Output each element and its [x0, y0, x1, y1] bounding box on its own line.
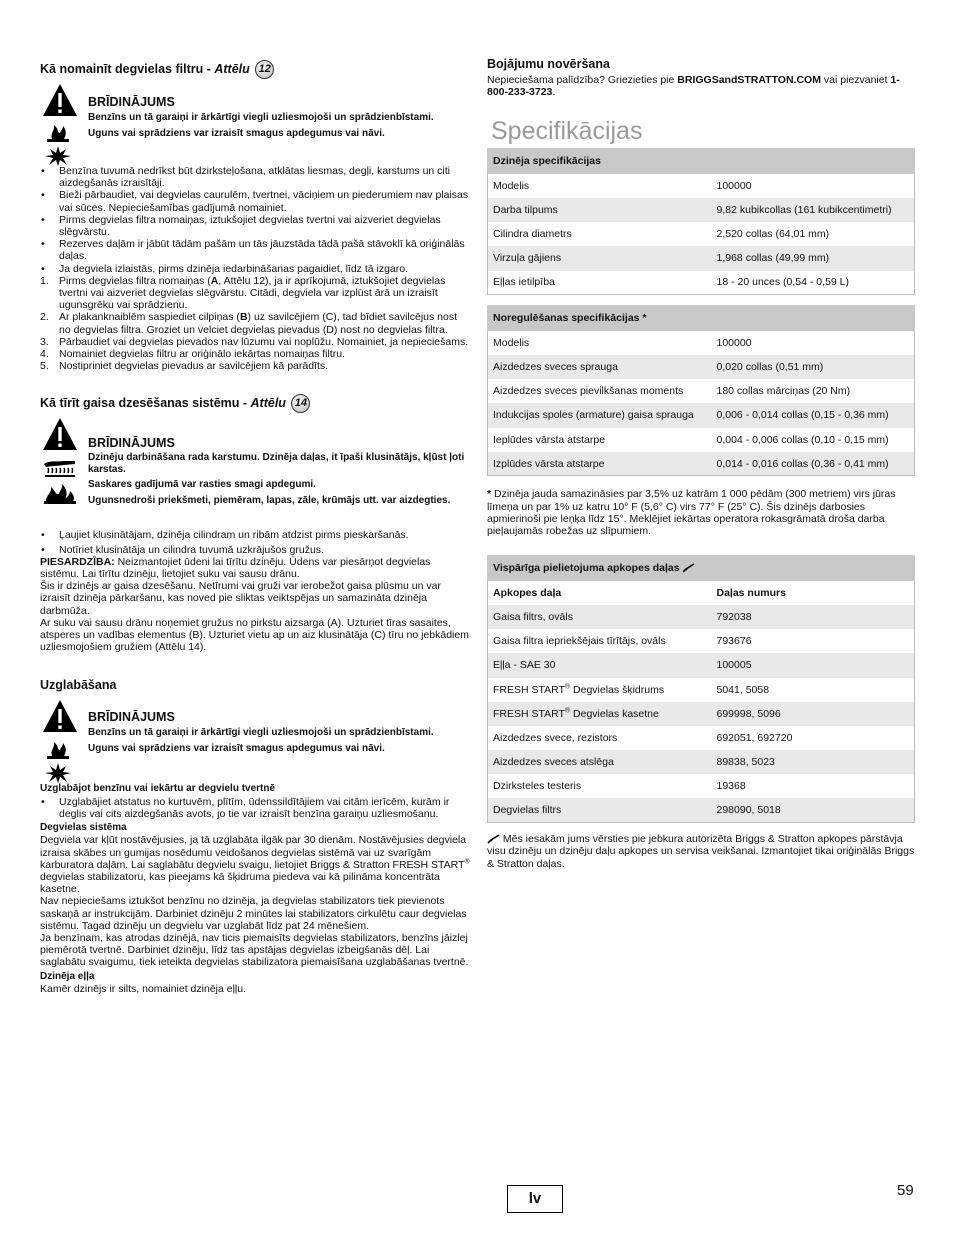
footnote: * Dzinēja jauda samazināsies par 3,5% uz katrām 1 000 pēdām (300 metriem) virs jūras līmeņa un par 1% uz katru 10° F (5,6° C) virs 77° F (25° C). Šis dzinējs darbosies apmierinoši pie leņķa līdz 15°. Meklējiet iekārtas operatora rokasgrāmatā droša darba pieļaujamās robežas uz slīpumiem.: [487, 488, 896, 538]
explosion-icon: [44, 762, 72, 784]
paragraph: Degviela var kļūt nostāvējusies, ja tā uzglabāta ilgāk par 30 dienām. Nostāvējusies degviela izraisa skābes un gumijas nosēdumu veidošanos degvielas sistēmā vai uz svarīgām karburatora daļām. Lai saglabātu degvielu svaigu, lietojiet Briggs & Stratton FRESH START® degvielas stabilizatoru, kas pieejams kā šķidruma piedeva vai kā pilināma koncentrāta kasetne.: [40, 834, 470, 896]
list-item: • Rezerves daļām ir jābūt tādām pašām un tās jāuzstāda tādā pašā stāvoklī kā oriģinālās daļas.: [40, 238, 470, 262]
table-row: Ieplūdes vārsta atstarpe 0,004 - 0,006 collas (0,10 - 0,15 mm): [488, 428, 915, 452]
list-item: 2. Ar plakanknaiblēm saspiediet cilpiņas (B) uz savilcējiem (C), tad bīdiet savilcējus nost no degvielas filtra. Groziet un velciet degvielas pievadus (D) nost no degvielas filtra.: [40, 311, 458, 336]
phone-number: 1-800-233-3723: [487, 74, 900, 99]
table-row: Aizdedzes sveces pievilkšanas moments 180 collas mārciņas (20 Nm): [488, 379, 915, 403]
paragraph: Šis ir dzinējs ar gaisa dzesēšanu. Netīrumi vai gruži var ierobežot gaisa plūsmu un var izraisīt dzinēja pārkaršanu, kas noved pie sliktas veiktspējas un samazināta dzinēja darbmūža.: [40, 580, 441, 617]
table-row: Aizdedzes sveces atslēga 89838, 5023: [488, 750, 915, 774]
paragraph: Ar suku vai sausu drānu noņemiet gružus no pirkstu aizsarga (A). Uzturiet tīras sasaites, atsperes un vadības elementus (B). Uzturiet vietu ap un aiz klusinātāja (C) tīru no jebkādiem uzliesmojošiem gružiem (Attēlu 14).: [40, 616, 469, 654]
paragraph: Ja benzīnam, kas atrodas dzinējā, nav ticis piemaisīts degvielas stabilizators, benzīns jāizlej piemērotā tvertnē. Darbiniet dzinēju, līdz tas apstājas degvielas izbeigšanās dēļ. Lai saglabātu svaigumu, tiek ieteikta degvielas stabilizatora piemaisīšana uzglabāšanas tvertnē.: [40, 931, 469, 969]
table-row: Degvielas filtrs 298090, 5018: [488, 798, 915, 822]
table-row: Darba tilpums 9,82 kubikcollas (161 kubikcentimetri): [488, 198, 915, 222]
table-row: Aizdedzes svece, rezistors 692051, 692720: [488, 726, 915, 750]
list-item: 3. Pārbaudiet vai degvielas pievados nav lūzumu vai noplūžu. Nomainiet, ja nepieciešams.: [40, 335, 469, 348]
list-item: 4. Nomainiet degvielas filtru ar oriģinālo iekārtas nomaiņas filtru.: [40, 348, 345, 361]
warning-triangle-icon: [42, 699, 78, 733]
table-row: FRESH START® Degvielas kasetne 699998, 5096: [488, 702, 915, 726]
table-row: Eļļas ietilpība 18 - 20 unces (0,54 - 0,59 L): [488, 271, 915, 295]
website-link[interactable]: BRIGGSandSTRATTON.COM: [677, 74, 821, 86]
language-badge: lv: [507, 1185, 563, 1213]
warning-text: Saskares gadījumā var rasties smagi apdegumi.: [88, 479, 316, 491]
bullet-list: [40, 529, 470, 555]
left-column: [40, 56, 470, 995]
tuneup-spec-table: [487, 305, 915, 476]
numbered-steps: [40, 275, 470, 373]
section-title-storage: Uzglabāšana: [40, 678, 117, 693]
table-header: Vispārīga pielietojuma apkopes daļas: [488, 556, 915, 581]
table-row: Eļļa - SAE 30 100005: [488, 653, 915, 677]
checkmark-icon: [682, 563, 695, 573]
warning-text: Uguns vai sprādziens var izraisīt smagus apdegumus vai nāvi.: [88, 127, 385, 139]
page-number: 59: [897, 1182, 914, 1199]
figure-badge: 12: [255, 60, 274, 79]
warning-title: BRĪDINĀJUMS: [88, 436, 175, 451]
table-row: Modelis 100000: [488, 174, 915, 198]
parts-note: Mēs iesakām jums vērsties pie jebkura autorizēta Briggs & Stratton apkopes pārstāvja visu dzinēju un dzinēju daļu apkopes un servisa veikšanai. Izmantojiet tikai oriģinālās Briggs & Stratton daļas.: [487, 833, 915, 870]
subheading: Uzglabājot benzīnu vai iekārtu ar degvielu tvertnē: [40, 783, 276, 795]
list-item: • Ļaujiet klusinātājam, dzinēja cilindram un ribām atdzist pirms pieskaršanās.: [40, 529, 470, 541]
explosion-icon: [44, 145, 72, 167]
table-row: Apkopes daļa Daļas numurs: [488, 581, 915, 605]
paragraph: Kamēr dzinējs ir silts, nomainiet dzinēja eļļu.: [40, 982, 247, 995]
checkmark-icon: [487, 834, 500, 844]
bullet-list: [40, 165, 470, 275]
table-row: Gaisa filtra iepriekšējais tīrītājs, ovāls 793676: [488, 629, 915, 653]
section-title-air-cooling: Kā tīrīt gaisa dzesēšanas sistēmu - Attēlu 14: [40, 394, 470, 413]
fire-icon: [42, 481, 78, 505]
figure-badge: 14: [291, 394, 310, 413]
table-row: Indukcijas spoles (armature) gaisa sprauga 0,006 - 0,014 collas (0,15 - 0,36 mm): [488, 403, 915, 427]
warning-triangle-icon: [42, 417, 78, 451]
help-text: Nepieciešama palīdzība? Griezieties pie BRIGGSandSTRATTON.COM vai piezvaniet 1-800-233-3723.: [487, 74, 900, 99]
warning-text: Ugunsnedroši priekšmeti, piemēram, lapas, zāle, krūmājs utt. var aizdegties.: [88, 494, 451, 506]
warning-triangle-icon: [42, 83, 78, 117]
hot-surface-icon: [42, 455, 78, 477]
warning-block-storage: [40, 699, 470, 783]
page-title: Specifikācijas: [491, 117, 643, 146]
list-item: • Benzīna tuvumā nedrīkst būt dzirksteļošana, atklātas liesmas, degļi, karstums un citi aizdegšanās izraisītāji.: [40, 165, 470, 189]
list-item: • Uzglabājiet atstatus no kurtuvēm, plītīm, ūdenssildītājiem vai citām ierīcēm, kurām ir deglis vai cits aizdegšanās avots, jo tie var izraisīt benzīna garaiņu uzliesmošanu.: [40, 796, 470, 820]
list-item: • Ja degviela izlaistās, pirms dzinēja iedarbināšanas pagaidiet, līdz tā izgaro.: [40, 263, 470, 275]
warning-text: Uguns vai sprādziens var izraisīt smagus apdegumus vai nāvi.: [88, 742, 385, 754]
list-item: • Notīriet klusinātāja un cilindra tuvumā uzkrājušos gružus.: [40, 544, 470, 556]
table-header: Noregulēšanas specifikācijas *: [488, 306, 915, 331]
service-parts-table: [487, 555, 915, 823]
right-column: [487, 56, 915, 870]
section-title-troubleshooting: Bojājumu novēršana: [487, 57, 610, 71]
table-row: Modelis 100000: [488, 331, 915, 355]
engine-spec-table: [487, 148, 915, 295]
fire-icon: [44, 738, 72, 760]
caution-note: PIESARDZĪBA: Neizmantojiet ūdeni lai tīrītu dzinēju. Ūdens var piesārņot degvielas sistēmu. Lai tīrītu dzinēju, lietojiet suku vai sausu drānu.: [40, 555, 431, 581]
table-row: Dzirksteles testeris 19368: [488, 774, 915, 798]
table-row: Aizdedzes sveces sprauga 0,020 collas (0,51 mm): [488, 355, 915, 379]
section-title-fuel-filter: Kā nomainīt degvielas filtru - Attēlu 12: [40, 60, 470, 79]
warning-block-air-cooling: [40, 417, 470, 529]
list-item: 5. Nostipriniet degvielas pievadus ar savilcējiem kā parādīts.: [40, 360, 329, 373]
table-row: FRESH START® Degvielas šķidrums 5041, 5058: [488, 678, 915, 702]
list-item: • Bieži pārbaudiet, vai degvielas caurulēm, tvertnei, vāciņiem un piederumiem nav plaisas vai sūces. Nepieciešamības gadījumā nomainiet.: [40, 189, 470, 213]
subheading: Dzinēja eļļa: [40, 970, 95, 982]
warning-title: BRĪDINĀJUMS: [88, 710, 175, 725]
warning-block-fuel-filter: [40, 83, 470, 165]
list-item: 1. Pirms degvielas filtra nomaiņas (A, Attēlu 12), ja ir aprīkojumā, iztukšojiet degvielas tvertni vai aizveriet degvielas slēgvārstu. Citādi, degviela var izplūst ārā un izraisīt ugunsgrēku vai sprādzienu.: [40, 274, 446, 312]
warning-title: BRĪDINĀJUMS: [88, 95, 175, 109]
warning-text: Benzīns un tā garaiņi ir ārkārtīgi viegli uzliesmojoši un sprādzienbīstami.: [88, 112, 434, 123]
table-header: Dzinēja specifikācijas: [488, 149, 915, 174]
fire-icon: [44, 121, 72, 143]
table-row: Gaisa filtrs, ovāls 792038: [488, 605, 915, 629]
subheading: Degvielas sistēma: [40, 822, 127, 834]
list-item: • Pirms degvielas filtra nomaiņas, iztukšojiet degvielas tvertni vai aizveriet degvielas slēgvārstu.: [40, 214, 470, 238]
warning-text: Benzīns un tā garaiņi ir ārkārtīgi viegli uzliesmojoši un sprādzienbīstami.: [88, 727, 434, 739]
paragraph: Nav nepieciešams iztukšot benzīnu no dzinēja, ja degvielas stabilizators tiek pievienots saskaņā ar instrukcijām. Darbiniet dzinēju 2 minūtes lai stabilizators cirkulētu caur degvielas sistēmu. Tagad dzinēju un degvielu var uzglabāt līdz pat 24 mēnešiem.: [40, 895, 467, 932]
bullet-list: [40, 796, 470, 820]
table-row: Izplūdes vārsta atstarpe 0,014 - 0,016 collas (0,36 - 0,41 mm): [488, 452, 915, 476]
table-row: Virzuļa gājiens 1,968 collas (49,99 mm): [488, 246, 915, 270]
table-row: Cilindra diametrs 2,520 collas (64,01 mm): [488, 222, 915, 246]
warning-text: Dzinēju darbināšana rada karstumu. Dzinēja daļas, it īpaši klusinātājs, kļūst ļoti karstas.: [88, 452, 465, 475]
